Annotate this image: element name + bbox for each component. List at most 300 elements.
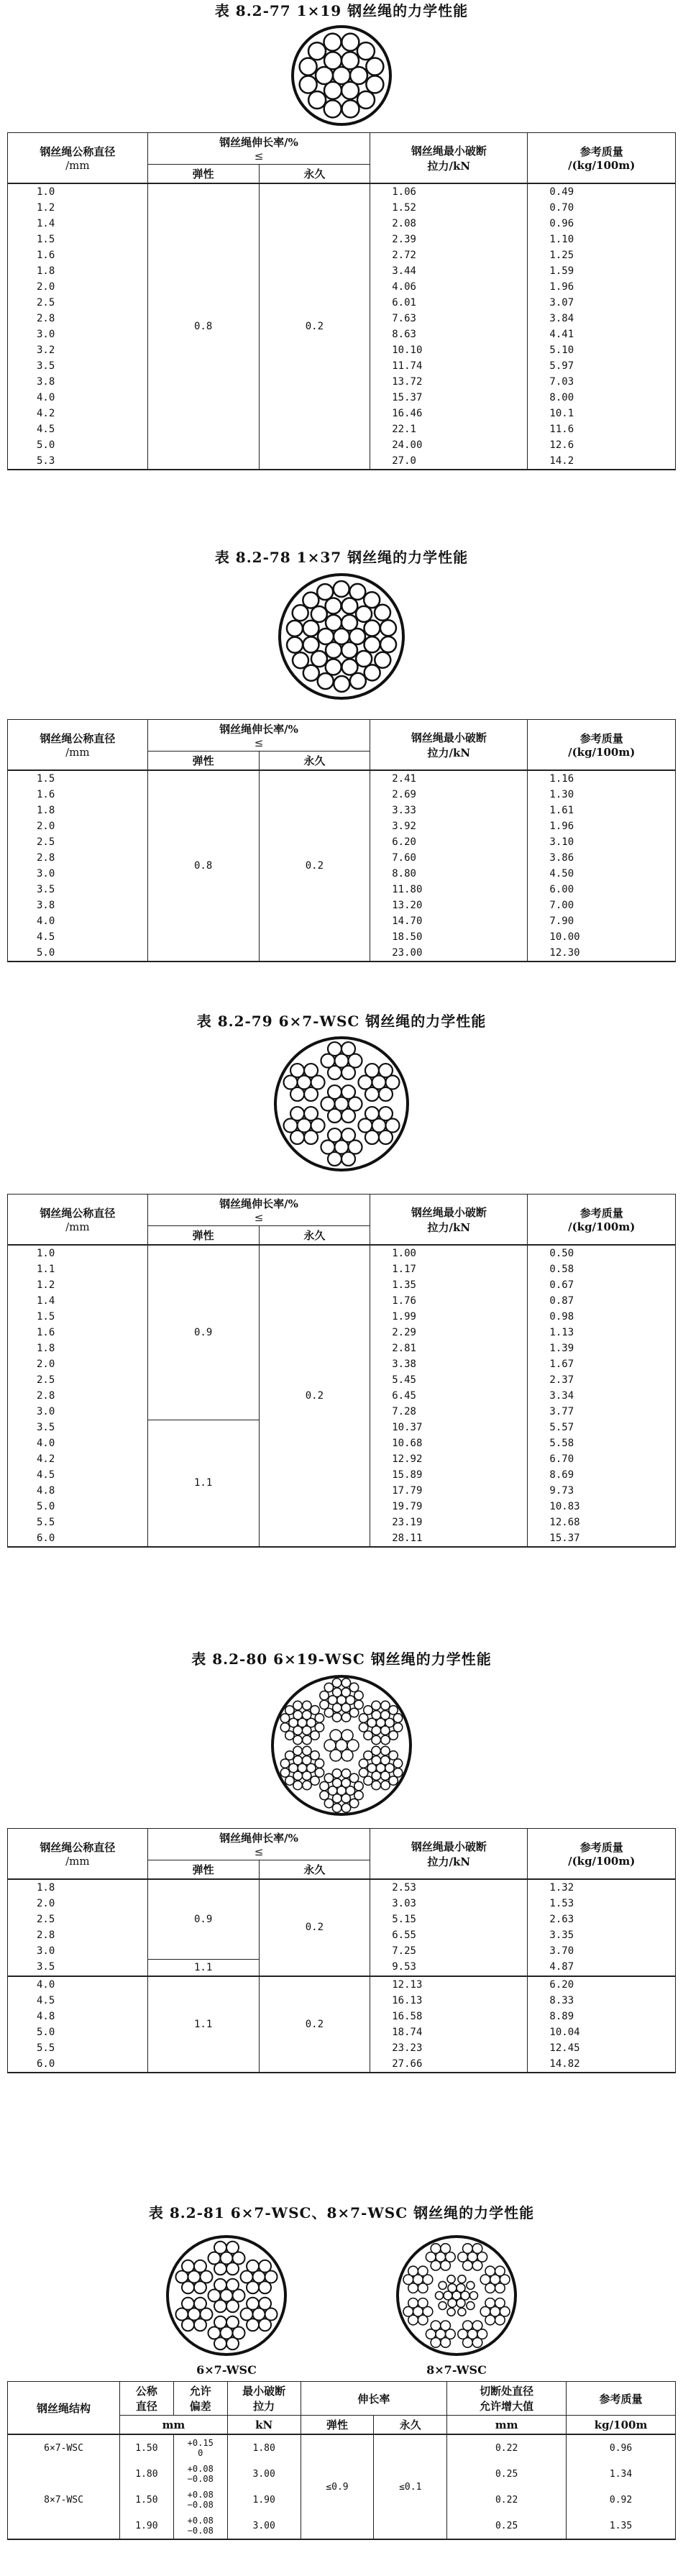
wire [349,1708,358,1717]
wire [259,2260,271,2273]
cell-break-force: 27.66 [370,2056,528,2073]
cell-mass: 3.07 [528,295,676,311]
table-79-caption: 表 8.2-79 6×7-WSC 钢丝绳的力学性能 [196,1013,487,1030]
wire [315,1714,324,1722]
wire [408,2298,418,2308]
cell-break-force: 18.74 [370,2024,528,2040]
wire [293,1735,302,1744]
wire [311,1731,319,1740]
cell-break-force: 2.08 [370,216,528,232]
wire [381,1756,390,1765]
wire [365,1064,379,1077]
cell-mass: 3.86 [528,850,676,866]
cell-structure: 8×7-WSC [8,2487,120,2513]
cell-mass: 9.73 [528,1483,676,1499]
wire [431,2244,441,2254]
wire [293,1781,302,1789]
wire [311,1776,319,1785]
wire [381,1746,390,1755]
cell-mass: 4.41 [528,326,676,342]
cell-break-force: 6.20 [370,834,528,850]
cell-mass: 0.67 [528,1277,676,1293]
cell-elastic: 0.8 [147,183,259,470]
wire [357,91,375,109]
wire [472,2338,482,2348]
cell-elastic: 0.9 [147,1245,259,1420]
wire [342,1750,353,1761]
wire [280,1723,289,1732]
wire [364,1706,372,1714]
cell-mass: 1.96 [528,279,676,295]
cell-break-force: 12.92 [370,1451,528,1467]
table-78-body [8,770,676,962]
table-78-section [0,547,683,962]
cell-tolerance [173,2487,227,2513]
cell-diameter: 4.0 [8,390,148,406]
cell-diameter: 4.5 [8,421,148,437]
wire [285,1731,294,1740]
header-elongation: 钢丝绳伸长率/% ≤ [147,133,370,165]
cell-mass: 1.67 [528,1356,676,1372]
header-mass: 参考质量 /(kg/100m) [528,720,676,771]
cell-diameter: 5.5 [8,1515,148,1530]
cell-mass: 0.50 [528,1245,676,1261]
figure-6x7-wsc [162,2231,291,2377]
cell-break-force: 22.1 [370,421,528,437]
wire [372,1746,380,1755]
table-81-section [0,2202,683,2540]
wire [290,1107,304,1120]
table-77-section [0,0,683,470]
wire [324,1799,333,1807]
wire [354,1691,363,1699]
cell-diameter: 1.4 [8,216,148,232]
table-79-section [0,1010,683,1548]
cell-diameter: 2.8 [8,311,148,326]
rope-6x7-wsc-image [162,2231,291,2360]
table-77 [7,132,676,470]
cell-diameter: 3.0 [8,326,148,342]
wire [393,1759,402,1768]
wire [389,1731,398,1740]
wire [364,621,380,636]
cell-diameter: 2.8 [8,1388,148,1404]
header-permanent: 永久 [259,1860,370,1880]
wire [441,2338,451,2348]
cell-tolerance [173,2513,227,2539]
wire [342,1678,350,1687]
cell-mass: 3.84 [528,311,676,326]
cell-diameter: 4.0 [8,913,148,929]
cell-diameter: 2.8 [8,1927,148,1943]
cell-break-force: 3.33 [370,803,528,818]
table-81-figures [0,2231,683,2377]
wire [259,2319,271,2331]
rope-8x7-wsc-image [392,2231,521,2360]
wire [441,2260,451,2270]
cell-diameter: 4.2 [8,1451,148,1467]
cell-diameter: 3.0 [8,1404,148,1420]
wire [375,605,390,621]
cell-break-force: 1.99 [370,1309,528,1325]
wire [324,52,342,69]
table-row [8,1245,676,1261]
wire [328,1085,342,1099]
cell-break-force: 5.15 [370,1912,528,1927]
tolerance-upper: +0.08 [187,2516,214,2526]
cell-mass: 1.16 [528,770,676,787]
cell-diameter: 1.80 [120,2461,174,2487]
wire [214,2316,226,2329]
wire [303,1701,311,1709]
cell-mass: 3.34 [528,1388,676,1404]
cell-mass: 5.58 [528,1435,676,1451]
cell-diameter: 3.5 [8,358,148,374]
wire [359,1759,367,1768]
cell-diameter: 1.50 [120,2434,174,2461]
wire [226,2242,239,2254]
cell-permanent: 0.2 [259,183,370,470]
cell-mass: 7.00 [528,898,676,913]
header-break-force: 钢丝绳最小破断 拉力/kN [370,133,528,184]
cell-diameter: 1.50 [120,2487,174,2513]
cell-break-force: 7.63 [370,311,528,326]
wire [317,584,333,600]
wire [356,606,372,622]
table-80 [7,1828,676,2073]
wire [226,2300,239,2312]
wire [302,1771,311,1780]
figure-8x7-wsc-label: 8×7-WSC [426,2363,487,2377]
wire [285,1751,294,1760]
cell-diameter: 4.2 [8,406,148,421]
wire [364,1751,372,1760]
wire [303,593,318,608]
wire [357,42,375,60]
cell-mass: 8.33 [528,1993,676,2009]
wire [285,1706,294,1714]
cell-diameter: 2.5 [8,1372,148,1388]
wire [324,1683,333,1691]
header-break-force: 钢丝绳最小破断 拉力/kN [370,1829,528,1880]
header-break-force: 钢丝绳最小破断 拉力/kN [370,1195,528,1246]
wire [302,1756,311,1765]
cell-break-force: 2.41 [370,770,528,787]
cell-break-force: 2.69 [370,787,528,803]
table-row [8,183,676,200]
wire [372,1701,380,1709]
cell-break-force: 6.55 [370,1927,528,1943]
cell-diameter: 1.5 [8,232,148,247]
wire [447,2308,455,2316]
cell-mass: 7.90 [528,913,676,929]
cell-break-force: 23.19 [370,1515,528,1530]
header-elongation: 钢丝绳伸长率/% ≤ [147,1829,370,1860]
rope-1x37-cross-section-image [273,568,410,705]
cell-diameter: 1.4 [8,1293,148,1309]
header-mass: 参考质量 /(kg/100m) [528,1195,676,1246]
wire [324,1773,333,1782]
wire [304,1107,318,1120]
cell-break-force: 1.90 [227,2487,301,2513]
wire [303,1746,311,1755]
header-diameter: 钢丝绳公称直径 /mm [8,133,148,184]
table-row [8,1879,676,1896]
wire [342,1128,355,1142]
wire [495,2283,505,2293]
wire [439,2281,446,2289]
wire [342,1778,350,1787]
wire [342,1794,350,1803]
cell-break-force: 27.0 [370,453,528,470]
table-81-caption: 表 8.2-81 6×7-WSC、8×7-WSC 钢丝绳的力学性能 [148,2204,535,2221]
cell-structure: 6×7-WSC [8,2434,120,2461]
wire [330,1730,342,1741]
wire [365,1107,379,1120]
table-row [8,2434,676,2461]
wire [326,615,342,631]
cell-break-force: 1.80 [227,2434,301,2461]
table-79 [7,1194,676,1548]
cell-break-force: 13.72 [370,374,528,390]
figure-8x7-wsc [392,2231,521,2377]
wire [303,636,319,652]
unit-kg: kg/100m [567,2416,676,2435]
wire [436,2292,444,2300]
wire [334,581,349,597]
wire [326,598,342,614]
wire [182,2298,194,2310]
wire [311,1706,319,1714]
cell-mass: 1.96 [528,818,676,834]
table-row [8,1976,676,1993]
cell-break-force: 1.76 [370,1293,528,1309]
wire [324,100,342,117]
cell-mass: 2.63 [528,1912,676,1927]
cell-mass: 4.50 [528,866,676,882]
wire [359,1768,367,1777]
cell-break-force: 1.17 [370,1261,528,1277]
cell-diameter: 2.0 [8,279,148,295]
header-mass: 参考质量 /(kg/100m) [528,133,676,184]
header-permanent: 永久 [374,2416,447,2435]
tolerance-upper: +0.08 [187,2490,214,2500]
wire [359,1723,367,1732]
wire [472,2260,482,2270]
wire [349,584,365,600]
cell-break-force: 2.39 [370,232,528,247]
cell-diameter: 1.2 [8,200,148,216]
wire [280,1714,289,1722]
wire [303,621,318,636]
wire [448,2284,457,2293]
cell-diameter: 1.5 [8,770,148,787]
cell-diameter: 6.0 [8,1530,148,1547]
cell-mass: 0.58 [528,1261,676,1277]
cell-mass: 10.1 [528,406,676,421]
cell-diameter: 1.90 [120,2513,174,2539]
cell-mass: 8.89 [528,2009,676,2024]
wire [457,2298,465,2307]
wire [320,1691,329,1699]
table-80-body [8,1879,676,2073]
cell-break-force: 19.79 [370,1499,528,1515]
cell-diameter: 3.5 [8,1959,148,1976]
wire [379,1131,393,1144]
wire [324,34,341,51]
table-79-body [8,1245,676,1547]
wire [342,615,357,631]
cell-mass: 6.70 [528,1451,676,1467]
wire [372,1781,380,1789]
wire [333,1688,342,1696]
cell-break-force: 6.45 [370,1388,528,1404]
wire [342,1085,355,1099]
wire [379,1107,393,1120]
cell-mass: 1.35 [567,2513,676,2539]
wire [304,1064,318,1077]
cell-mass: 14.82 [528,2056,676,2073]
cell-diameter: 4.8 [8,1483,148,1499]
wire [495,2298,505,2308]
cell-mass: 12.68 [528,1515,676,1530]
cell-diameter: 5.5 [8,2040,148,2056]
cell-break-force: 10.68 [370,1435,528,1451]
cell-break-force: 28.11 [370,1530,528,1547]
wire [315,1723,324,1732]
cell-mass: 0.87 [528,1293,676,1309]
wire [381,1781,390,1789]
wire [300,58,317,76]
header-elastic: 弹性 [301,2416,374,2435]
cell-diameter: 2.0 [8,818,148,834]
wire [381,1735,390,1744]
wire [393,1714,402,1722]
cell-diameter: 5.3 [8,453,148,470]
wire [302,1726,311,1735]
wire [458,2308,466,2316]
wire [302,1711,311,1719]
wire [334,676,349,692]
header-elastic: 弹性 [147,165,259,184]
header-diameter: 钢丝绳公称直径 /mm [8,1195,148,1246]
wire [342,1704,350,1712]
cell-cut-diameter: 0.22 [447,2487,567,2513]
cell-diameter: 1.6 [8,247,148,263]
cell-break-force: 7.28 [370,1404,528,1420]
cell-mass: 3.35 [528,1927,676,1943]
cell-diameter: 3.2 [8,342,148,358]
wire [441,2321,451,2331]
header-elastic: 弹性 [147,1226,259,1246]
wire [285,1776,294,1785]
cell-break-force: 2.29 [370,1325,528,1340]
cell-cut-diameter: 0.22 [447,2434,567,2461]
cell-break-force: 24.00 [370,437,528,453]
cell-diameter: 1.8 [8,263,148,279]
wire [328,1042,342,1056]
header-elongation: 钢丝绳伸长率/% ≤ [147,720,370,752]
cell-break-force: 18.50 [370,929,528,945]
cell-break-force: 4.06 [370,279,528,295]
header-diameter: 钢丝绳公称直径 /mm [8,1829,148,1880]
cell-permanent: 0.2 [259,1976,370,2073]
wire [315,1768,324,1777]
wire [320,1791,329,1799]
cell-mass: 0.70 [528,200,676,216]
wire [342,82,359,99]
cell-mass: 1.30 [528,787,676,803]
cell-mass: 3.10 [528,834,676,850]
cell-elastic: 1.1 [147,1959,259,1976]
wire [381,1711,390,1719]
wire [372,1756,380,1765]
wire [342,1688,350,1696]
wire [247,2298,259,2310]
cell-tolerance [173,2461,227,2487]
wire [333,1778,342,1787]
header-nominal-dia: 公称 直径 [120,2382,174,2416]
wire [293,1701,302,1709]
cell-mass: 8.69 [528,1467,676,1483]
cell-mass: 8.00 [528,390,676,406]
wire [342,598,357,613]
header-tolerance: 允许 偏差 [173,2382,227,2416]
wire [470,2292,478,2300]
table-78-caption: 表 8.2-78 1×37 钢丝绳的力学性能 [214,549,469,566]
wire [393,1768,402,1777]
wire [472,2244,482,2254]
wire [226,2337,239,2349]
cell-break-force: 2.53 [370,1879,528,1896]
table-80-section [0,1648,683,2073]
wire [342,1769,350,1778]
wire [293,1756,302,1765]
wire [182,2260,194,2273]
cell-elastic: 0.9 [147,1879,259,1959]
header-elongation: 伸长率 [301,2382,447,2416]
cell-mass: 5.10 [528,342,676,358]
wire [280,1768,289,1777]
cell-diameter: 2.0 [8,1896,148,1912]
cell-diameter: 4.0 [8,1976,148,1993]
wire [389,1776,398,1785]
header-break-force: 钢丝绳最小破断 拉力/kN [370,720,528,771]
cell-elastic: 1.1 [147,1976,259,2073]
cell-diameter: 5.0 [8,2024,148,2040]
cell-mass: 1.53 [528,1896,676,1912]
cell-break-force: 1.52 [370,200,528,216]
cell-break-force: 10.10 [370,342,528,358]
cell-mass: 1.25 [528,247,676,263]
wire [485,2298,495,2308]
wire [326,659,342,675]
wire [342,1109,355,1123]
table-77-caption: 表 8.2-77 1×19 钢丝绳的力学性能 [214,2,469,19]
cell-mass: 7.03 [528,374,676,390]
wire [365,664,380,680]
wire [463,2244,473,2254]
wire [389,1706,398,1714]
cell-mass: 0.96 [528,216,676,232]
wire [342,1713,350,1722]
wire [293,652,308,668]
wire [320,1700,329,1709]
wire [342,1804,350,1812]
wire [389,1751,398,1760]
wire [380,636,396,652]
cell-mass: 1.32 [528,1879,676,1896]
